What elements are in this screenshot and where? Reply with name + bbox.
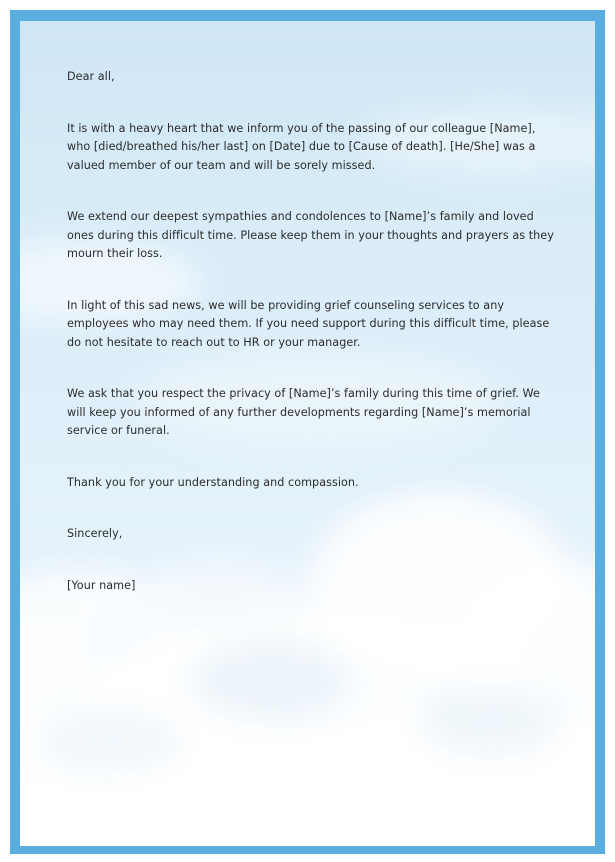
paragraph-grief-counseling: In light of this sad news, we will be providing grief counseling services to any employees who may need them. If you need support during this difficult time, please do not hesitate to reach out to HR or your manager. [67, 298, 550, 349]
sky-frame [10, 10, 605, 854]
paragraph-privacy: We ask that you respect the privacy of [Name]’s family during this time of grief. We will keep you informed of any further developments regarding [Name]’s memorial service or funeral. [67, 387, 540, 437]
greeting: Dear all, [67, 70, 115, 83]
closing: Sincerely, [67, 527, 123, 540]
signature-placeholder: [Your name] [67, 578, 136, 592]
paragraph-thanks: Thank you for your understanding and compassion. [67, 475, 359, 489]
paragraph-condolences: We extend our deepest sympathies and condolences to [Name]’s family and loved ones during this difficult time. Please keep them in your thoughts and prayers as they mourn their loss. [67, 210, 554, 260]
letter-body [67, 68, 557, 595]
paragraph-passing-announcement: It is with a heavy heart that we inform you of the passing of our colleague [Name], who [died/breathed his/her last] on [Date] due to [Cause of death]. [He/She] was a valued member of our team and will be sorely missed. [67, 121, 536, 172]
